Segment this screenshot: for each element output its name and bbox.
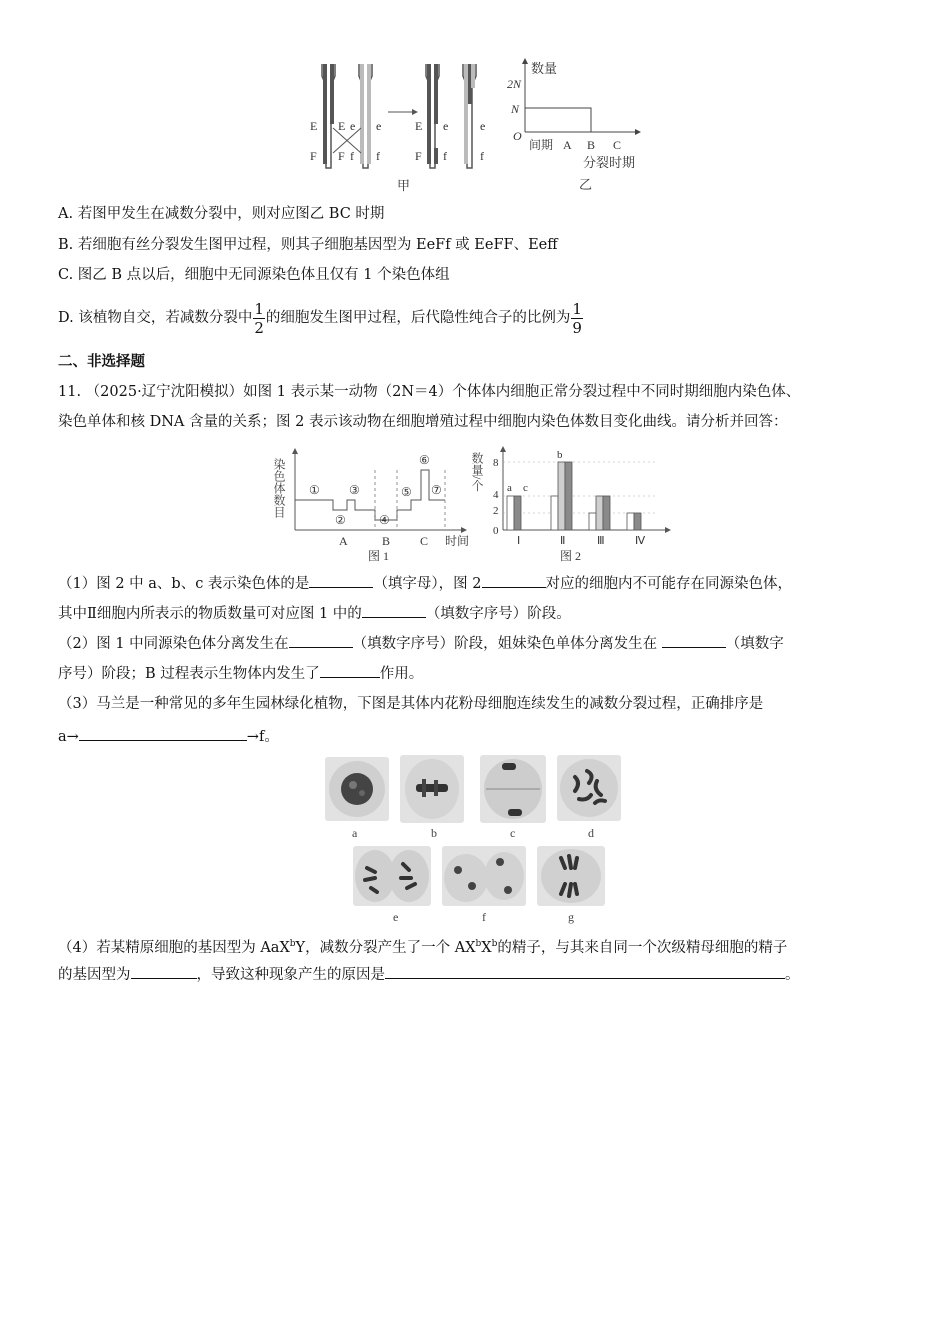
yi-xtick: 间期 — [529, 138, 554, 152]
q3-line — [58, 726, 279, 747]
fig1-xlabel: 时间 — [445, 534, 470, 548]
yi-xtick: B — [587, 138, 596, 152]
fraction-numerator: 1 — [572, 299, 582, 318]
fig2-ylabel: 数量/个 — [470, 452, 484, 492]
gene-label: e — [480, 119, 486, 133]
q2-line — [58, 633, 784, 654]
photo-label: a — [352, 826, 358, 840]
yi-xlabel: 分裂时期 — [583, 155, 636, 170]
q3-text: a→ — [58, 729, 79, 745]
gene-label: E — [310, 119, 318, 133]
q4-text: X — [481, 939, 492, 956]
q1-text: 其中Ⅱ细胞内所表示的物质数量可对应图 1 中的 — [58, 606, 362, 622]
answer-blank[interactable] — [309, 573, 373, 588]
q3-text: →f。 — [246, 729, 279, 745]
figure-2 — [470, 446, 675, 568]
micrograph-d — [557, 755, 621, 821]
option-c: C. 图乙 B 点以后，细胞中无同源染色体且仅有 1 个染色体组 — [58, 267, 450, 283]
fig1-ylabel: 染色体数目 — [272, 458, 286, 518]
stage-label: ④ — [379, 513, 390, 527]
yi-xtick: C — [613, 138, 622, 152]
bar-a-2 — [551, 496, 558, 530]
gene-label: e — [376, 119, 382, 133]
bar-b-2 — [558, 462, 565, 530]
q2-text: （2）图 1 中同源染色体分离发生在 — [58, 636, 289, 652]
fig2-caption: 图 2 — [560, 549, 582, 563]
bar-a-4 — [627, 513, 634, 530]
series-label-a: a — [507, 482, 512, 494]
gene-label: f — [480, 149, 484, 163]
q2-text: （填数字序号）阶段，姐妹染色单体分离发生在 — [352, 636, 658, 652]
fraction-one-ninth — [571, 300, 583, 337]
fig2-ytick: 2 — [493, 505, 499, 517]
bar-a-1 — [507, 496, 514, 530]
photo-label: f — [482, 910, 486, 924]
q4-line — [58, 964, 800, 985]
figure-jia — [300, 58, 500, 198]
q4-text: Y，减数分裂产生了一个 AX — [295, 939, 476, 956]
q2-text: 作用。 — [379, 666, 424, 682]
fig2-group-label: Ⅱ — [560, 535, 566, 547]
fraction-denominator: 2 — [254, 318, 264, 337]
figure-1 — [272, 448, 475, 566]
answer-blank[interactable] — [79, 726, 247, 741]
q4-text: （4）若某精原细胞的基因型为 AaX — [58, 939, 290, 956]
option-a: A. 若图甲发生在减数分裂中，则对应图乙 BC 时期 — [58, 206, 385, 222]
fraction-numerator: 1 — [254, 299, 264, 318]
q4-text: 的基因型为 — [58, 967, 131, 983]
yi-origin: O — [513, 129, 522, 143]
fig2-group-label: Ⅳ — [635, 535, 646, 547]
question-11-stem: 11. （2025·辽宁沈阳模拟）如图 1 表示某一动物（2N＝4）个体体内细胞正常分裂过程中不同时期细胞内染色体、 — [58, 384, 801, 400]
q1-text: 对应的细胞内不可能存在同源染色体， — [545, 576, 793, 592]
yi-caption: 乙 — [579, 177, 593, 192]
micrograph-g — [537, 846, 605, 906]
micrograph-c — [480, 755, 546, 823]
q1-line — [58, 603, 571, 624]
stage-label: ⑤ — [401, 485, 412, 499]
answer-blank[interactable] — [482, 573, 546, 588]
answer-blank[interactable] — [362, 603, 426, 618]
option-b: B. 若细胞有丝分裂发生图甲过程，则其子细胞基因型为 EeFf 或 EeFF、Eeff — [58, 237, 558, 253]
answer-blank[interactable] — [131, 964, 197, 979]
micrograph-e — [353, 846, 431, 906]
fig1-xtick: C — [420, 534, 429, 548]
yi-2n: 2N — [507, 77, 522, 91]
answer-blank[interactable] — [385, 964, 785, 979]
answer-blank[interactable] — [662, 633, 726, 648]
photo-label: e — [393, 910, 399, 924]
gene-label: e — [443, 119, 449, 133]
fraction-denominator: 9 — [572, 318, 582, 337]
stage-label: ② — [335, 513, 346, 527]
question-11-stem: 染色单体和核 DNA 含量的关系；图 2 表示该动物在细胞增殖过程中细胞内染色体数目变化曲线。请分析并回答： — [58, 414, 788, 430]
yi-xtick: A — [563, 138, 572, 152]
fig1-xtick: B — [382, 534, 391, 548]
superscript: b — [475, 939, 482, 949]
gene-label: F — [415, 149, 422, 163]
gene-label: f — [443, 149, 447, 163]
bar-c-1 — [514, 496, 521, 530]
option-d-text: 的细胞发生图甲过程，后代隐性纯合子的比例为 — [265, 310, 571, 326]
series-label-b: b — [557, 449, 563, 461]
option-d — [58, 296, 584, 340]
q3-line: （3）马兰是一种常见的多年生园林绿化植物，下图是其体内花粉母细胞连续发生的减数分裂过程，正确排序是 — [58, 696, 764, 712]
superscript: b — [289, 939, 296, 949]
q2-text: 序号）阶段；B 过程表示生物体内发生了 — [58, 666, 320, 682]
fig1-xtick: A — [339, 534, 348, 548]
fig2-ytick: 0 — [493, 525, 499, 537]
option-d-text: D. 该植物自交，若减数分裂中 — [58, 310, 253, 326]
gene-label: F — [310, 149, 317, 163]
gene-label: F — [338, 149, 345, 163]
gene-label: E — [338, 119, 346, 133]
q4-text: 的精子，与其来自同一个次级精母细胞的精子 — [497, 939, 788, 956]
q1-line — [58, 573, 792, 594]
gene-label: e — [350, 119, 356, 133]
stage-label: ⑦ — [431, 483, 442, 497]
fig2-group-label: Ⅲ — [597, 535, 605, 547]
bar-b-3 — [596, 496, 603, 530]
micrograph-b — [400, 755, 464, 823]
figure-yi — [505, 56, 650, 196]
figure-jia-caption: 甲 — [397, 178, 411, 193]
micrograph-f — [442, 846, 526, 906]
q2-text: （填数字 — [725, 636, 784, 652]
fig1-caption: 图 1 — [368, 549, 390, 563]
stage-label: ① — [309, 483, 320, 497]
q1-text: （填字母），图 2 — [373, 576, 482, 592]
q1-text: （1）图 2 中 a、b、c 表示染色体的是 — [58, 576, 310, 592]
fraction-one-half — [253, 300, 265, 337]
superscript: b — [491, 939, 498, 949]
photo-label: g — [568, 910, 574, 924]
gene-label: f — [350, 149, 354, 163]
gene-label: f — [376, 149, 380, 163]
q4-text: ，导致这种现象产生的原因是 — [196, 967, 385, 983]
bar-a-3 — [589, 513, 596, 530]
q1-text: （填数字序号）阶段。 — [425, 606, 571, 622]
gene-label: E — [415, 119, 423, 133]
photo-label: c — [510, 826, 516, 840]
series-label-c: c — [523, 482, 528, 494]
q2-line — [58, 663, 423, 684]
fig2-ytick: 8 — [493, 457, 499, 469]
micrograph-a — [325, 757, 389, 821]
bar-c-4 — [634, 513, 641, 530]
answer-blank[interactable] — [320, 663, 380, 678]
bar-c-2 — [565, 462, 572, 530]
photo-label: d — [588, 826, 594, 840]
section-heading: 二、非选择题 — [58, 354, 145, 370]
answer-blank[interactable] — [289, 633, 353, 648]
yi-n: N — [511, 102, 520, 116]
q4-line — [58, 934, 787, 958]
stage-label: ③ — [349, 483, 360, 497]
q4-text: 。 — [785, 967, 800, 983]
stage-label: ⑥ — [419, 453, 430, 467]
photo-label: b — [431, 826, 437, 840]
bar-c-3 — [603, 496, 610, 530]
fig2-group-label: Ⅰ — [517, 535, 521, 547]
fig2-ytick: 4 — [493, 489, 499, 501]
yi-ylabel: 数量 — [531, 61, 558, 76]
